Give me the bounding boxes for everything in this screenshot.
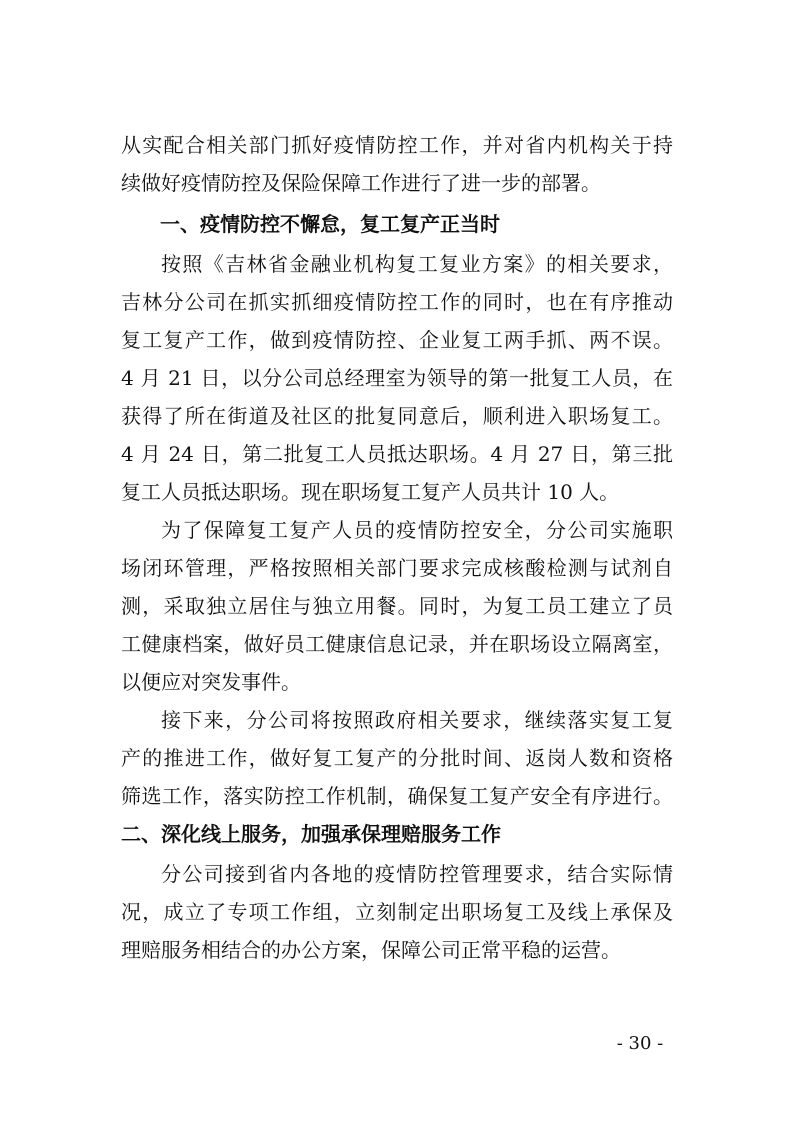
body-line: 4 月 21 日，以分公司总经理室为领导的第一批复工人员，在 <box>121 366 673 390</box>
body-line: 测，采取独立居住与独立用餐。同时，为复工员工建立了员 <box>121 594 673 618</box>
body-line: 4 月 24 日，第二批复工人员抵达职场。4 月 27 日，第三批 <box>121 442 673 466</box>
section-heading-1: 一、疫情防控不懈怠，复工复产正当时 <box>160 212 500 236</box>
body-line: 理赔服务相结合的办公方案，保障公司正常平稳的运营。 <box>121 938 621 962</box>
body-line: 复工复产工作，做到疫情防控、企业复工两手抓、两不误。 <box>121 328 673 352</box>
paragraph-first-line: 按照《吉林省金融业机构复工复业方案》的相关要求， <box>161 252 673 276</box>
body-line: 续做好疫情防控及保险保障工作进行了进一步的部署。 <box>121 171 601 195</box>
paragraph-first-line: 分公司接到省内各地的疫情防控管理要求，结合实际情 <box>161 862 673 886</box>
body-line: 复工人员抵达职场。现在职场复工复产人员共计 10 人。 <box>121 480 620 504</box>
body-line: 况，成立了专项工作组，立刻制定出职场复工及线上承保及 <box>121 900 673 924</box>
paragraph-first-line: 为了保障复工复产人员的疫情防控安全，分公司实施职 <box>161 518 673 542</box>
body-line: 产的推进工作，做好复工复产的分批时间、返岗人数和资格 <box>121 746 673 770</box>
body-line: 场闭环管理，严格按照相关部门要求完成核酸检测与试剂自 <box>121 556 673 580</box>
body-line: 工健康档案，做好员工健康信息记录，并在职场设立隔离室， <box>121 632 673 656</box>
paragraph-first-line: 接下来，分公司将按照政府相关要求，继续落实复工复 <box>161 708 673 732</box>
page-number: - 30 - <box>616 1033 664 1054</box>
body-line: 获得了所在街道及社区的批复同意后，顺利进入职场复工。 <box>121 404 673 428</box>
body-line: 吉林分公司在抓实抓细疫情防控工作的同时，也在有序推动 <box>121 290 673 314</box>
body-line: 筛选工作，落实防控工作机制，确保复工复产安全有序进行。 <box>121 784 673 808</box>
body-line: 以便应对突发事件。 <box>121 670 301 694</box>
section-heading-2: 二、深化线上服务，加强承保理赔服务工作 <box>121 822 501 846</box>
body-line: 从实配合相关部门抓好疫情防控工作，并对省内机构关于持 <box>121 133 673 157</box>
